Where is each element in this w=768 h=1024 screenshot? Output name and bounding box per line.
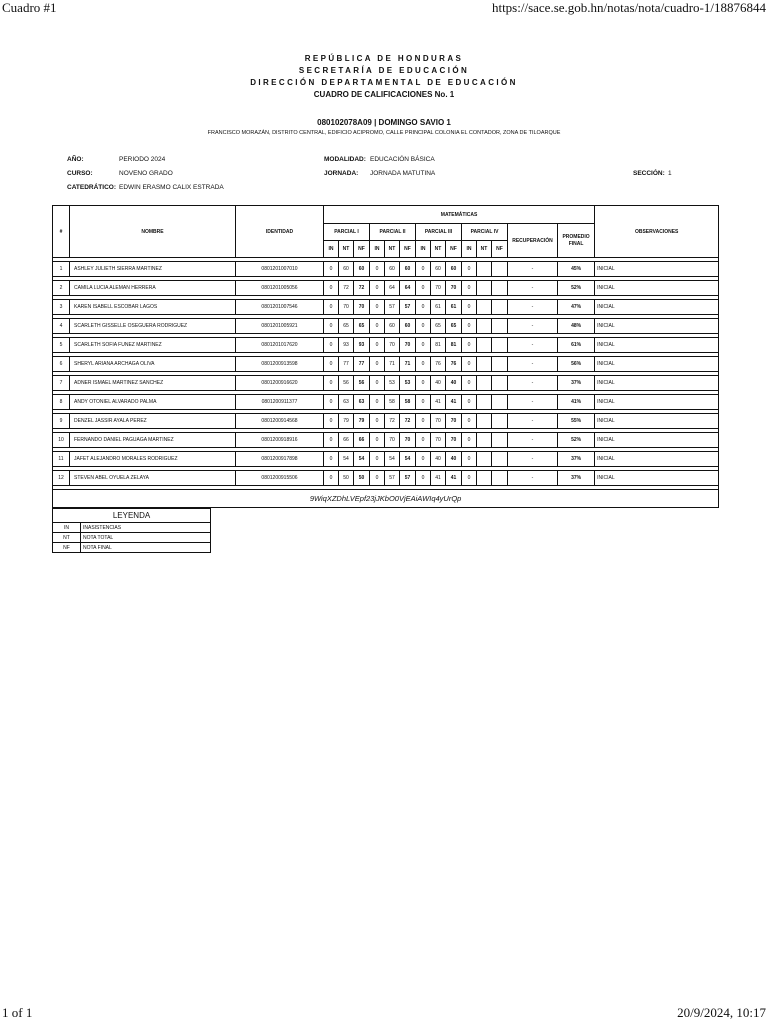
- grade-nf: 60: [400, 319, 416, 334]
- grade-in: 0: [416, 414, 431, 429]
- grade-nf: [492, 395, 508, 410]
- grade-in: 0: [462, 452, 477, 467]
- grade-nt: 61: [431, 300, 446, 315]
- header-parcial-2: PARCIAL II: [370, 224, 416, 241]
- row-number: 12: [53, 471, 70, 486]
- grade-in: 0: [324, 395, 339, 410]
- legend-key: NF: [53, 543, 81, 553]
- header-nf: NF: [400, 241, 416, 258]
- grade-nt: 66: [339, 433, 354, 448]
- meta-modalidad-label: MODALIDAD:: [324, 156, 366, 163]
- grade-nt: 76: [431, 357, 446, 372]
- grade-nf: 60: [354, 262, 370, 277]
- header-parcial-3: PARCIAL III: [416, 224, 462, 241]
- header-parcial-1: PARCIAL I: [324, 224, 370, 241]
- promedio-value: 48%: [558, 319, 595, 334]
- promedio-value: 56%: [558, 357, 595, 372]
- observacion-value: INICIAL: [595, 262, 719, 277]
- meta-catedratico-label: CATEDRÁTICO:: [67, 184, 116, 191]
- header-in: IN: [324, 241, 339, 258]
- header-nt: NT: [339, 241, 354, 258]
- table-row: [53, 452, 719, 467]
- recuperacion-value: -: [508, 281, 558, 296]
- legend-row: [53, 543, 211, 553]
- grade-nt: 70: [385, 338, 400, 353]
- recuperacion-value: -: [508, 262, 558, 277]
- grade-nf: 72: [354, 281, 370, 296]
- grade-nt: 40: [431, 376, 446, 391]
- grade-in: 0: [370, 281, 385, 296]
- student-id: 0801200911377: [236, 395, 324, 410]
- grade-in: 0: [370, 414, 385, 429]
- grade-nt: [477, 300, 492, 315]
- meta-catedratico-value: EDWIN ERASMO CALIX ESTRADA: [119, 184, 224, 191]
- grade-in: 0: [462, 262, 477, 277]
- grade-in: 0: [324, 433, 339, 448]
- observacion-value: INICIAL: [595, 376, 719, 391]
- header-in: IN: [416, 241, 431, 258]
- promedio-value: 37%: [558, 471, 595, 486]
- table-row: [53, 471, 719, 486]
- grade-nf: 70: [446, 414, 462, 429]
- row-number: 6: [53, 357, 70, 372]
- observacion-value: INICIAL: [595, 357, 719, 372]
- row-number: 11: [53, 452, 70, 467]
- title-republic: REPÚBLICA DE HONDURAS: [304, 54, 464, 63]
- promedio-value: 45%: [558, 262, 595, 277]
- grade-nt: 70: [385, 433, 400, 448]
- student-name: SHERYL ARIANA ARCHAGA OLIVA: [70, 357, 236, 372]
- student-name: ASHLEY JULIETH SIERRA MARTINEZ: [70, 262, 236, 277]
- grade-nt: [477, 433, 492, 448]
- document-titles: [0, 53, 768, 101]
- grade-nt: [477, 338, 492, 353]
- grades-table: [52, 205, 719, 508]
- student-name: FERNANDO DANIEL PAGUAGA MARTINEZ: [70, 433, 236, 448]
- grade-nt: 71: [385, 357, 400, 372]
- grade-in: 0: [370, 471, 385, 486]
- legend-row: [53, 523, 211, 533]
- grade-nt: 41: [431, 395, 446, 410]
- student-name: SCARLETH GISSELLE OSEGUERA RODRIGUEZ: [70, 319, 236, 334]
- grade-nf: [492, 300, 508, 315]
- grades-body: [53, 258, 719, 490]
- grade-nf: [492, 338, 508, 353]
- grade-in: 0: [462, 281, 477, 296]
- observacion-value: INICIAL: [595, 319, 719, 334]
- table-row: [53, 395, 719, 410]
- grade-nt: [477, 281, 492, 296]
- grade-in: 0: [324, 376, 339, 391]
- grade-nt: 77: [339, 357, 354, 372]
- recuperacion-value: -: [508, 452, 558, 467]
- grade-nt: 65: [431, 319, 446, 334]
- recuperacion-value: -: [508, 471, 558, 486]
- legend-value: INASISTENCIAS: [81, 523, 211, 533]
- header-nombre: NOMBRE: [70, 206, 236, 258]
- grade-nf: 64: [400, 281, 416, 296]
- grade-in: 0: [416, 262, 431, 277]
- grade-nf: [492, 471, 508, 486]
- student-id: 0801201007546: [236, 300, 324, 315]
- title-secretary: SECRETARÍA DE EDUCACIÓN: [298, 66, 470, 75]
- row-number: 10: [53, 433, 70, 448]
- recuperacion-value: -: [508, 395, 558, 410]
- print-footer-datetime: 20/9/2024, 10:17: [677, 1005, 766, 1020]
- header-recuperacion: RECUPERACIÓN: [508, 224, 558, 258]
- grade-nf: 66: [354, 433, 370, 448]
- grade-nf: 40: [446, 452, 462, 467]
- meta-seccion-value: 1: [668, 170, 672, 177]
- grade-nt: 50: [339, 471, 354, 486]
- grade-nf: 70: [354, 300, 370, 315]
- legend-value: NOTA TOTAL: [81, 533, 211, 543]
- promedio-value: 37%: [558, 376, 595, 391]
- grade-in: 0: [324, 262, 339, 277]
- grade-nt: 40: [431, 452, 446, 467]
- student-id: 0801200916620: [236, 376, 324, 391]
- grade-in: 0: [370, 300, 385, 315]
- grade-in: 0: [324, 452, 339, 467]
- grade-nf: 70: [400, 338, 416, 353]
- grade-in: 0: [370, 262, 385, 277]
- title-direction: DIRECCIÓN DEPARTAMENTAL DE EDUCACIÓN: [250, 78, 518, 87]
- row-number: 7: [53, 376, 70, 391]
- grade-nt: 60: [431, 262, 446, 277]
- student-id: 0801200914568: [236, 414, 324, 429]
- grade-in: 0: [462, 300, 477, 315]
- grade-nt: [477, 262, 492, 277]
- promedio-value: 47%: [558, 300, 595, 315]
- grade-nf: 65: [354, 319, 370, 334]
- recuperacion-value: -: [508, 357, 558, 372]
- grade-in: 0: [370, 357, 385, 372]
- grade-in: 0: [324, 471, 339, 486]
- legend-row: [53, 533, 211, 543]
- grade-nf: 54: [354, 452, 370, 467]
- grade-nf: 57: [400, 471, 416, 486]
- grade-in: 0: [324, 338, 339, 353]
- grade-nf: 50: [354, 471, 370, 486]
- school-code: 080102078A09 | DOMINGO SAVIO 1: [317, 118, 451, 127]
- header-subject: MATEMÁTICAS: [324, 206, 595, 224]
- header-nt: NT: [477, 241, 492, 258]
- print-header-title: Cuadro #1: [2, 0, 57, 15]
- grade-nt: 54: [385, 452, 400, 467]
- table-row: [53, 338, 719, 353]
- meta-anio-value: PERIODO 2024: [119, 156, 166, 163]
- grade-nf: 41: [446, 395, 462, 410]
- grade-in: 0: [416, 471, 431, 486]
- promedio-value: 37%: [558, 452, 595, 467]
- meta-jornada-value: JORNADA MATUTINA: [370, 170, 436, 177]
- meta-jornada-label: JORNADA:: [324, 170, 359, 177]
- print-footer-pages: 1 of 1: [2, 1005, 33, 1020]
- grade-nt: [477, 414, 492, 429]
- student-name: STEVEN ABEL OYUELA ZELAYA: [70, 471, 236, 486]
- row-number: 5: [53, 338, 70, 353]
- grade-in: 0: [370, 395, 385, 410]
- grade-nf: 53: [400, 376, 416, 391]
- grade-nf: 60: [446, 262, 462, 277]
- grade-nf: 65: [446, 319, 462, 334]
- grade-in: 0: [324, 319, 339, 334]
- meta-curso-label: CURSO:: [67, 170, 93, 177]
- row-number: 9: [53, 414, 70, 429]
- grade-nf: 56: [354, 376, 370, 391]
- table-row: [53, 414, 719, 429]
- grade-in: 0: [416, 338, 431, 353]
- grade-in: 0: [462, 471, 477, 486]
- grade-nt: 57: [385, 471, 400, 486]
- student-id: 0801200917898: [236, 452, 324, 467]
- grade-in: 0: [416, 395, 431, 410]
- grade-in: 0: [462, 395, 477, 410]
- grade-nf: [492, 414, 508, 429]
- grade-nt: 70: [431, 414, 446, 429]
- grade-in: 0: [324, 300, 339, 315]
- observacion-value: INICIAL: [595, 433, 719, 448]
- student-name: ADNER ISMAEL MARTINEZ SANCHEZ: [70, 376, 236, 391]
- grade-nt: 64: [385, 281, 400, 296]
- header-identidad: IDENTIDAD: [236, 206, 324, 258]
- grade-nf: 63: [354, 395, 370, 410]
- grade-in: 0: [416, 376, 431, 391]
- grade-in: 0: [462, 319, 477, 334]
- grade-nf: 40: [446, 376, 462, 391]
- header-nf: NF: [446, 241, 462, 258]
- grade-nt: 70: [431, 433, 446, 448]
- header-in: IN: [370, 241, 385, 258]
- grade-nf: [492, 281, 508, 296]
- student-name: SCARLETH SOFIA FUNEZ MARTINEZ: [70, 338, 236, 353]
- grade-nt: [477, 471, 492, 486]
- header-nf: NF: [492, 241, 508, 258]
- title-cuadro: CUADRO DE CALIFICACIONES No. 1: [313, 90, 455, 99]
- recuperacion-value: -: [508, 414, 558, 429]
- grade-nf: 70: [446, 281, 462, 296]
- grade-nt: 60: [339, 262, 354, 277]
- table-row: [53, 262, 719, 277]
- row-number: 2: [53, 281, 70, 296]
- grade-nf: 72: [400, 414, 416, 429]
- grade-nf: 70: [400, 433, 416, 448]
- student-name: JAFET ALEJANDRO MORALES RODRIGUEZ: [70, 452, 236, 467]
- header-nf: NF: [354, 241, 370, 258]
- student-id: 0801201007010: [236, 262, 324, 277]
- legend-table: [52, 508, 211, 553]
- student-name: KAREN ISABELL ESCOBAR LAGOS: [70, 300, 236, 315]
- legend-key: NT: [53, 533, 81, 543]
- table-row: [53, 433, 719, 448]
- grade-in: 0: [370, 319, 385, 334]
- recuperacion-value: -: [508, 338, 558, 353]
- table-row: [53, 281, 719, 296]
- grade-in: 0: [324, 281, 339, 296]
- grade-nf: 58: [400, 395, 416, 410]
- grade-in: 0: [462, 357, 477, 372]
- legend-value: NOTA FINAL: [81, 543, 211, 553]
- grade-nf: [492, 452, 508, 467]
- grade-nt: 93: [339, 338, 354, 353]
- observacion-value: INICIAL: [595, 300, 719, 315]
- header-parcial-4: PARCIAL IV: [462, 224, 508, 241]
- grade-nf: 57: [400, 300, 416, 315]
- table-row: [53, 300, 719, 315]
- print-header-url: https://sace.se.gob.hn/notas/nota/cuadro-1/18876844: [491, 0, 766, 15]
- school-address: FRANCISCO MORAZÁN, DISTRITO CENTRAL, EDIFICIO ACIPROMO, CALLE PRINCIPAL COLONIA EL CONTADOR, ZONA DE TILOARQUE: [207, 130, 561, 136]
- grade-in: 0: [462, 376, 477, 391]
- grade-nf: 93: [354, 338, 370, 353]
- legend-key: IN: [53, 523, 81, 533]
- grade-in: 0: [370, 338, 385, 353]
- grade-in: 0: [462, 433, 477, 448]
- row-number: 3: [53, 300, 70, 315]
- grade-nf: [492, 319, 508, 334]
- recuperacion-value: -: [508, 433, 558, 448]
- grade-nf: 61: [446, 300, 462, 315]
- print-header: [0, 0, 768, 18]
- student-id: 0801200913598: [236, 357, 324, 372]
- grade-nf: 41: [446, 471, 462, 486]
- grade-in: 0: [416, 357, 431, 372]
- grade-nt: [477, 452, 492, 467]
- grade-in: 0: [416, 452, 431, 467]
- grade-nf: [492, 262, 508, 277]
- promedio-value: 55%: [558, 414, 595, 429]
- grade-in: 0: [416, 433, 431, 448]
- row-number: 1: [53, 262, 70, 277]
- grade-nt: 81: [431, 338, 446, 353]
- grade-nt: 72: [385, 414, 400, 429]
- recuperacion-value: -: [508, 376, 558, 391]
- grade-nt: 72: [339, 281, 354, 296]
- header-promedio: PROMEDIO FINAL: [558, 224, 595, 258]
- table-row: [53, 319, 719, 334]
- grade-nf: 60: [400, 262, 416, 277]
- grade-in: 0: [416, 300, 431, 315]
- row-number: 4: [53, 319, 70, 334]
- grade-nt: 60: [385, 319, 400, 334]
- student-id: 0801201005921: [236, 319, 324, 334]
- promedio-value: 52%: [558, 281, 595, 296]
- grade-nf: [492, 357, 508, 372]
- row-number: 8: [53, 395, 70, 410]
- observacion-value: INICIAL: [595, 452, 719, 467]
- promedio-value: 52%: [558, 433, 595, 448]
- grade-nt: [477, 319, 492, 334]
- grade-nt: 57: [385, 300, 400, 315]
- grade-nf: 79: [354, 414, 370, 429]
- meta-anio-label: AÑO:: [67, 156, 84, 163]
- header-num: #: [53, 206, 70, 258]
- grade-nt: 58: [385, 395, 400, 410]
- grade-in: 0: [416, 281, 431, 296]
- observacion-value: INICIAL: [595, 338, 719, 353]
- recuperacion-value: -: [508, 300, 558, 315]
- grade-in: 0: [324, 414, 339, 429]
- grade-nt: 70: [339, 300, 354, 315]
- grade-nt: 53: [385, 376, 400, 391]
- grade-nt: [477, 357, 492, 372]
- student-id: 0801200918916: [236, 433, 324, 448]
- student-name: ANDY OTONIEL ALVARADO PALMA: [70, 395, 236, 410]
- student-name: DENZEL JASSIR AYALA PEREZ: [70, 414, 236, 429]
- recuperacion-value: -: [508, 319, 558, 334]
- observacion-value: INICIAL: [595, 414, 719, 429]
- grade-in: 0: [324, 357, 339, 372]
- observacion-value: INICIAL: [595, 471, 719, 486]
- grade-nt: 70: [431, 281, 446, 296]
- grade-in: 0: [416, 319, 431, 334]
- header-in: IN: [462, 241, 477, 258]
- grade-nt: [477, 395, 492, 410]
- table-row: [53, 357, 719, 372]
- observacion-value: INICIAL: [595, 395, 719, 410]
- student-id: 0801200915506: [236, 471, 324, 486]
- grade-nf: [492, 433, 508, 448]
- grade-nt: 56: [339, 376, 354, 391]
- grade-nt: 41: [431, 471, 446, 486]
- grade-nt: 63: [339, 395, 354, 410]
- grade-nf: 81: [446, 338, 462, 353]
- grade-nt: 60: [385, 262, 400, 277]
- header-observaciones: OBSERVACIONES: [595, 206, 719, 258]
- observacion-value: INICIAL: [595, 281, 719, 296]
- grade-nf: 76: [446, 357, 462, 372]
- grade-in: 0: [462, 414, 477, 429]
- grade-nt: [477, 376, 492, 391]
- student-name: CAMILA LUCIA ALEMAN HERRERA: [70, 281, 236, 296]
- grade-nt: 54: [339, 452, 354, 467]
- header-nt: NT: [431, 241, 446, 258]
- promedio-value: 61%: [558, 338, 595, 353]
- meta-seccion-label: SECCIÓN:: [633, 170, 665, 177]
- table-row: [53, 376, 719, 391]
- meta-modalidad-value: EDUCACIÓN BÁSICA: [370, 156, 435, 163]
- grade-nf: 77: [354, 357, 370, 372]
- grade-nf: [492, 376, 508, 391]
- student-id: 0801201005056: [236, 281, 324, 296]
- grade-nt: 79: [339, 414, 354, 429]
- student-id: 0801201017620: [236, 338, 324, 353]
- grade-nt: 65: [339, 319, 354, 334]
- legend-title: LEYENDA: [53, 509, 211, 523]
- grade-in: 0: [370, 433, 385, 448]
- promedio-value: 41%: [558, 395, 595, 410]
- print-footer: [0, 1004, 768, 1024]
- header-nt: NT: [385, 241, 400, 258]
- verification-code: 9WiqXZDhLVEpf23jJKbO0VjEAiAWIq4yUrQp: [53, 490, 719, 508]
- grade-nf: 71: [400, 357, 416, 372]
- grade-in: 0: [370, 376, 385, 391]
- grade-in: 0: [370, 452, 385, 467]
- grade-nf: 70: [446, 433, 462, 448]
- grade-nf: 54: [400, 452, 416, 467]
- meta-curso-value: NOVENO GRADO: [119, 170, 173, 177]
- grade-in: 0: [462, 338, 477, 353]
